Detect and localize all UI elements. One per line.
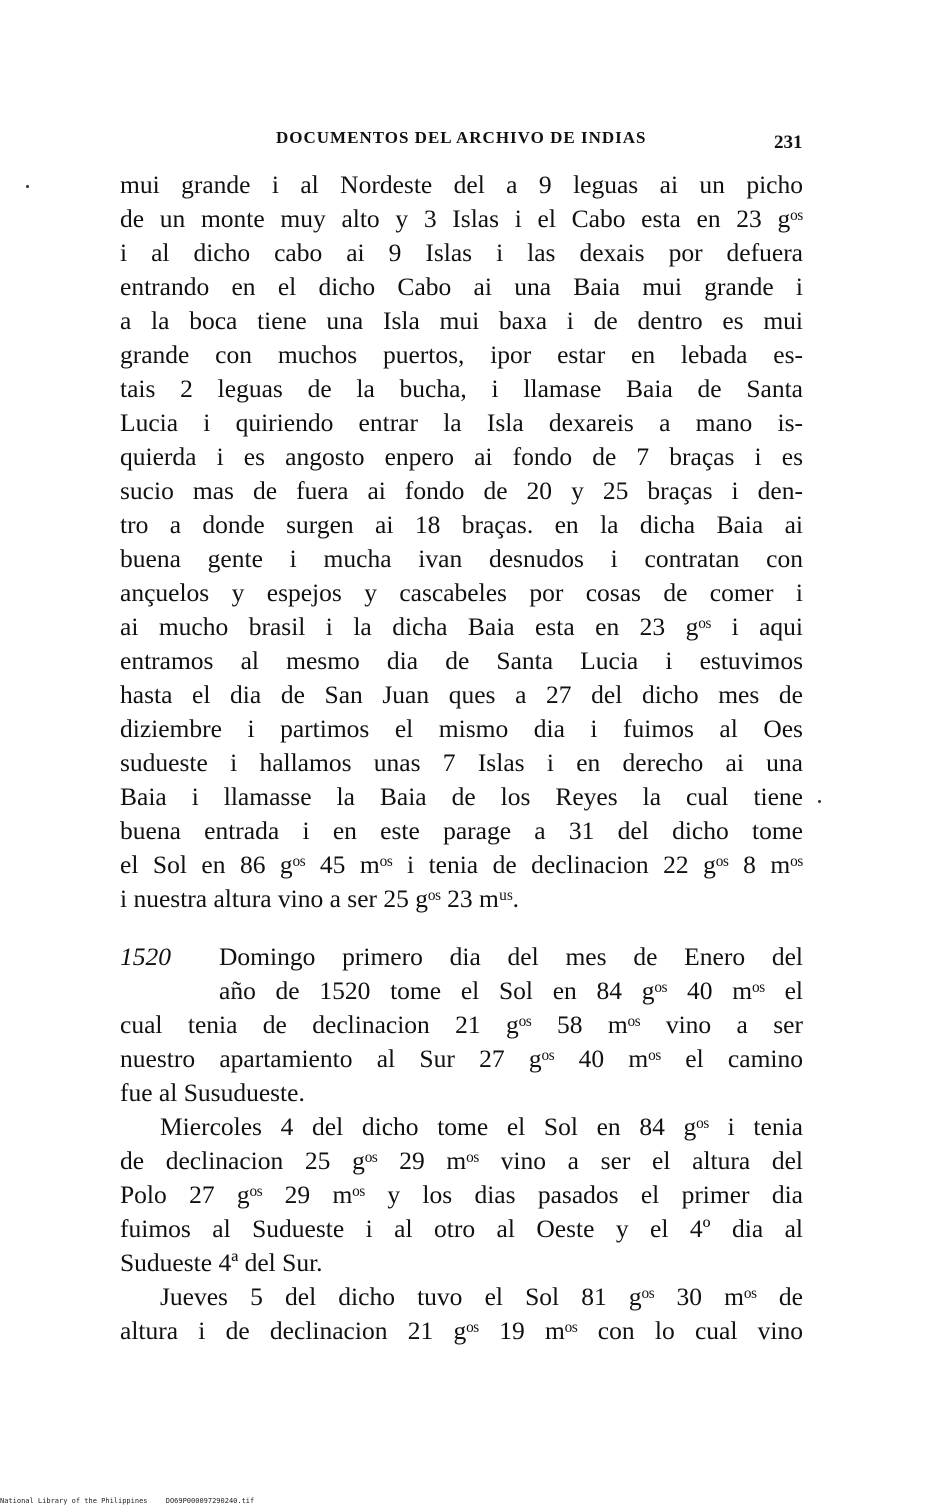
text-line: buena entrada i en este parage a 31 del dicho tome (120, 816, 803, 845)
text-line: sucio mas de fuera ai fondo de 20 y 25 braças i den- (120, 476, 803, 505)
text-line: i nuestra altura vino a ser 25 gᵒˢ 23 mᵘˢ. (120, 884, 520, 913)
text-line: año de 1520 tome el Sol en 84 gᵒˢ 40 mᵒˢ el (219, 976, 803, 1005)
text-line: sudueste i hallamos unas 7 Islas i en derecho ai una (120, 748, 803, 777)
text-line: buena gente i mucha ivan desnudos i contratan con (120, 544, 803, 573)
text-line: ai mucho brasil i la dicha Baia esta en 23 gᵒˢ i aqui (120, 612, 803, 641)
margin-year: 1520 (120, 942, 171, 971)
text-line: tais 2 leguas de la bucha, i llamase Baia de Santa (120, 374, 803, 403)
text-line: Jueves 5 del dicho tuvo el Sol 81 gᵒˢ 30 mᵒˢ de (160, 1282, 803, 1311)
text-line: de declinacion 25 gᵒˢ 29 mᵒˢ vino a ser el altura del (120, 1146, 803, 1175)
text-line: a la boca tiene una Isla mui baxa i de dentro es mui (120, 306, 803, 335)
running-head: DOCUMENTOS DEL ARCHIVO DE INDIAS (276, 128, 647, 147)
text-line: nuestro apartamiento al Sur 27 gᵒˢ 40 mᵒˢ el camino (120, 1044, 803, 1073)
text-line: el Sol en 86 gᵒˢ 45 mᵒˢ i tenia de declinacion 22 gᵒˢ 8 mᵒˢ (120, 850, 803, 879)
text-line: Miercoles 4 del dicho tome el Sol en 84 gᵒˢ i tenia (160, 1112, 803, 1141)
text-line: Polo 27 gᵒˢ 29 mᵒˢ y los dias pasados el primer dia (120, 1180, 803, 1209)
scan-speck (818, 800, 821, 803)
text-line: Baia i llamasse la Baia de los Reyes la cual tiene (120, 782, 803, 811)
scan-speck (26, 185, 29, 188)
text-line: tro a donde surgen ai 18 braças. en la dicha Baia ai (120, 510, 803, 539)
text-line: cual tenia de declinacion 21 gᵒˢ 58 mᵒˢ vino a ser (120, 1010, 803, 1039)
text-line: entramos al mesmo dia de Santa Lucia i estuvimos (120, 646, 803, 675)
text-line: de un monte muy alto y 3 Islas i el Cabo esta en 23 gᵒˢ (120, 204, 803, 233)
text-line: quierda i es angosto enpero ai fondo de 7 braças i es (120, 442, 803, 471)
file-name: DO69P000097290240.tif (165, 1497, 255, 1505)
text-line: Lucia i quiriendo entrar la Isla dexareis a mano is- (120, 408, 803, 437)
text-line: Sudueste 4ª del Sur. (120, 1248, 323, 1277)
text-line: mui grande i al Nordeste del a 9 leguas ai un picho (120, 170, 803, 199)
text-line: altura i de declinacion 21 gᵒˢ 19 mᵒˢ con lo cual vino (120, 1316, 803, 1345)
text-line: fuimos al Sudueste i al otro al Oeste y el 4º dia al (120, 1214, 803, 1243)
text-line: entrando en el dicho Cabo ai una Baia mui grande i (120, 272, 803, 301)
scan-footer (0, 1497, 254, 1505)
text-line: hasta el dia de San Juan ques a 27 del dicho mes de (120, 680, 803, 709)
text-line: Domingo primero dia del mes de Enero del (219, 942, 803, 971)
page-number: 231 (774, 132, 803, 153)
text-line: fue al Susudueste. (120, 1078, 305, 1107)
library-name: National Library of the Philippines (0, 1497, 148, 1505)
text-line: diziembre i partimos el mismo dia i fuimos al Oes (120, 714, 803, 743)
text-line: grande con muchos puertos, ipor estar en lebada es- (120, 340, 803, 369)
text-line: i al dicho cabo ai 9 Islas i las dexais por defuera (120, 238, 803, 267)
text-line: ançuelos y espejos y cascabeles por cosas de comer i (120, 578, 803, 607)
